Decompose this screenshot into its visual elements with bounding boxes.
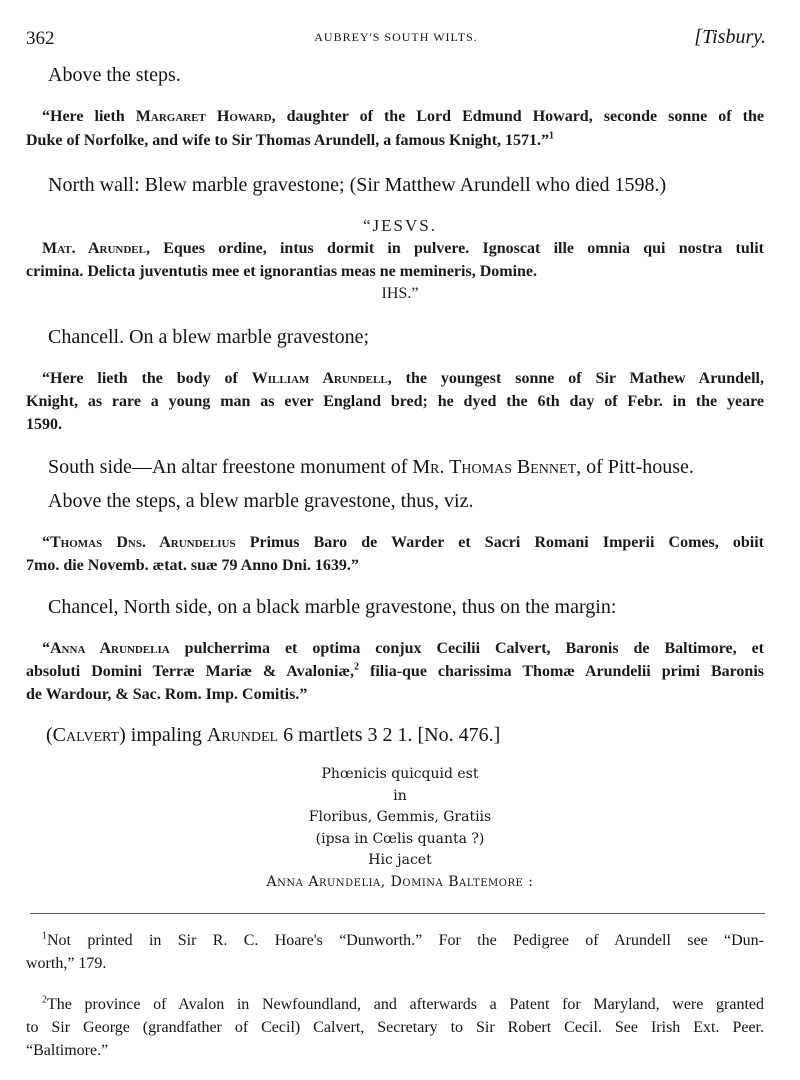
quote-text: Primus Baro de Warder et Sacri Romani Imperii Comes, obiit: [235, 534, 764, 551]
inscription-william-arundell-line2: [26, 393, 764, 411]
inscription-thomas-arundelius: [42, 534, 764, 552]
footnote-divider: [30, 913, 765, 914]
quote-text: , daughter of the Lord Edmund Howard, seconde sonne of the: [271, 108, 764, 125]
running-header: [26, 24, 766, 54]
text: , of Pitt-house.: [576, 456, 694, 478]
paragraph-above-steps: Above the steps.: [48, 64, 181, 86]
footnote-2-line3: “Baltimore.”: [26, 1042, 109, 1059]
inscription-title-jesus: “JESVS.: [363, 216, 437, 235]
quote-text: Knight, as rare a young man as ever England bred; he dyed the 6th day of Febr. in the yeare: [26, 393, 764, 410]
paragraph-chancel-north-side: Chancel, North side, on a black marble gravestone, thus on the margin:: [48, 596, 617, 618]
inscription-anna-arundelia-line2: [26, 663, 764, 681]
text: 6 martlets 3 2 1. [No. 476.]: [278, 724, 501, 746]
person-name: Anna Arundelia: [50, 640, 170, 657]
inscription-ihs: IHS.”: [381, 285, 419, 302]
footnote-marker: 2: [42, 994, 47, 1006]
page-number: 362: [26, 28, 55, 49]
footnote-1-line2: worth,” 179.: [26, 955, 107, 972]
footnote-2: [42, 996, 764, 1014]
person-name: Thomas Dns. Arundelius: [50, 534, 236, 551]
quote-text: absoluti Domini Terræ Mariæ & Avaloniæ,: [26, 663, 355, 680]
footnote-text: The province of Avalon in Newfoundland, and afterwards a Patent for Maryland, were granted: [47, 996, 764, 1013]
text: (: [46, 724, 53, 746]
person-name: Arundel: [206, 724, 279, 746]
person-name: Mat. Arundel: [42, 240, 146, 257]
footnote-text: to Sir George (grandfather of Cecil) Calvert, Secretary to Sir Robert Cecil. See Irish Ext. Peer.: [26, 1019, 764, 1036]
inscription-mat-arundel: [42, 240, 764, 258]
epitaph-block: [0, 764, 800, 893]
footnote-text: Not printed in Sir R. C. Hoare's “Dunworth.” For the Pedigree of Arundell see “Dun-: [47, 932, 764, 949]
epitaph-line: (ipsa in Cœlis quanta ?): [315, 830, 485, 847]
text: South side—An altar freestone monument of: [48, 456, 413, 478]
epitaph-line: Phœnicis quicquid est: [321, 766, 479, 782]
person-name: Calvert: [52, 724, 120, 746]
inscription-william-arundell-line3: 1590.: [26, 416, 62, 433]
person-name: Margaret Howard: [135, 108, 272, 125]
running-title: AUBREY'S SOUTH WILTS.: [314, 30, 478, 44]
paragraph-above-steps-gravestone: Above the steps, a blew marble gravestone, thus, viz.: [48, 490, 474, 512]
person-name: Mr. Thomas Bennet: [412, 456, 577, 478]
inscription-anna-arundelia: [42, 640, 764, 658]
footnote-1: [42, 932, 764, 950]
quote-text: “: [42, 640, 50, 657]
inscription-mat-arundel-line2: crimina. Delicta juventutis mee et ignorantias meas ne memineris, Domine.: [26, 263, 538, 280]
paragraph-south-side: [48, 456, 694, 479]
quote-text: “: [42, 534, 50, 551]
paragraph-north-wall: North wall: Blew marble gravestone; (Sir Matthew Arundell who died 1598.): [48, 174, 667, 196]
quote-text: “Here lieth the body of: [42, 370, 252, 387]
epitaph-line: Anna Arundelia, Domina Baltemore :: [266, 873, 534, 890]
quote-text: pulcherrima et optima conjux Cecilii Calvert, Baronis de Baltimore, et: [169, 640, 764, 657]
footnote-2-line2: [26, 1019, 764, 1037]
quote-text: “Here lieth: [42, 108, 136, 125]
inscription-margaret-howard-line2: [26, 132, 554, 150]
quote-text: , Eques ordine, intus dormit in pulvere. Ignoscat ille omnia qui nostra tulit: [145, 240, 765, 257]
inscription-thomas-arundelius-line2: 7mo. die Novemb. ætat. suæ 79 Anno Dni. 1639.”: [26, 557, 359, 574]
paragraph-arms-calvert: [46, 724, 500, 747]
footnote-marker: 1: [42, 930, 47, 942]
epitaph-line: in: [393, 787, 407, 804]
inscription-anna-arundelia-line3: de Wardour, & Sac. Rom. Imp. Comitis.”: [26, 686, 308, 703]
footnote-ref-2[interactable]: 2: [354, 661, 360, 673]
section-name: [Tisbury.: [694, 26, 766, 48]
paragraph-chancell: Chancell. On a blew marble gravestone;: [48, 326, 369, 348]
epitaph-line: Hic jacet: [368, 852, 432, 868]
footnote-ref-1[interactable]: 1: [549, 130, 555, 142]
inscription-william-arundell: [42, 370, 764, 388]
inscription-margaret-howard: [42, 108, 764, 126]
text: ) impaling: [119, 724, 207, 746]
quote-text: Duke of Norfolke, and wife to Sir Thomas Arundell, a famous Knight, 1571.”: [26, 132, 550, 149]
person-name: William Arundell: [251, 370, 388, 387]
quote-text: filia-que charissima Thomæ Arundelii primi Baronis: [359, 663, 765, 680]
epitaph-line: Floribus, Gemmis, Gratiis: [308, 809, 492, 825]
quote-text: , the youngest sonne of Sir Mathew Arundell,: [387, 370, 764, 387]
